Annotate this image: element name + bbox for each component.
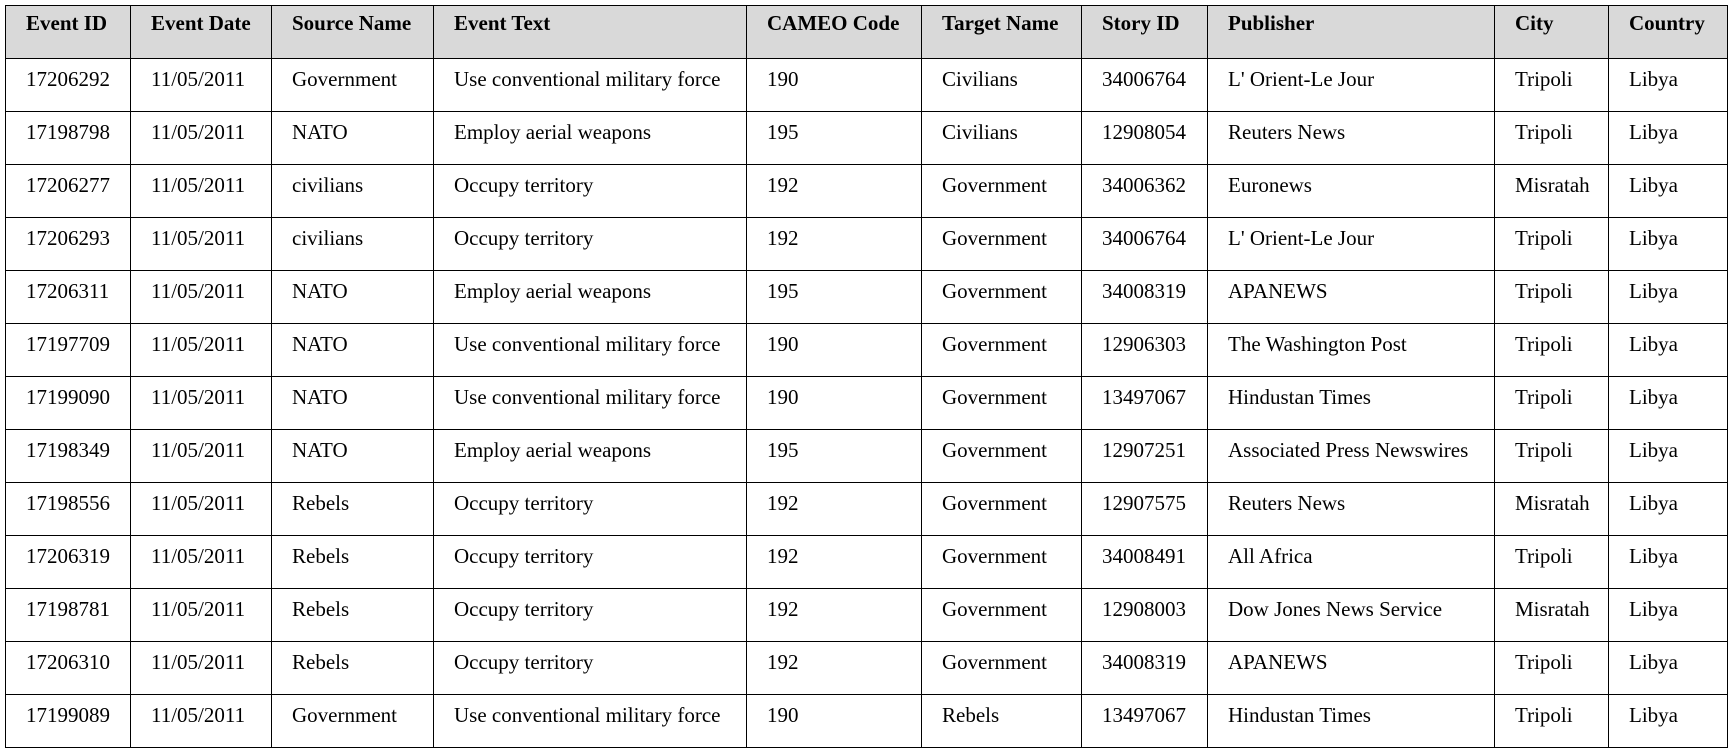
cell-country: Libya — [1609, 324, 1728, 377]
cell-event-text: Occupy territory — [434, 536, 747, 589]
cell-story-id: 12908054 — [1082, 112, 1208, 165]
cell-story-id: 12907575 — [1082, 483, 1208, 536]
cell-city: Tripoli — [1495, 59, 1609, 112]
column-header-country: Country — [1609, 6, 1728, 59]
cell-city: Tripoli — [1495, 112, 1609, 165]
cell-event-id: 17199090 — [6, 377, 131, 430]
cell-event-date: 11/05/2011 — [131, 112, 272, 165]
cell-story-id: 13497067 — [1082, 695, 1208, 748]
cell-story-id: 12907251 — [1082, 430, 1208, 483]
cell-event-id: 17206293 — [6, 218, 131, 271]
cell-source-name: civilians — [272, 165, 434, 218]
cell-event-date: 11/05/2011 — [131, 59, 272, 112]
cell-country: Libya — [1609, 642, 1728, 695]
column-header-publisher: Publisher — [1208, 6, 1495, 59]
cell-target-name: Government — [922, 324, 1082, 377]
cell-target-name: Government — [922, 536, 1082, 589]
cell-country: Libya — [1609, 430, 1728, 483]
cell-event-id: 17197709 — [6, 324, 131, 377]
cell-source-name: Rebels — [272, 483, 434, 536]
cell-event-date: 11/05/2011 — [131, 642, 272, 695]
cell-publisher: APANEWS — [1208, 642, 1495, 695]
cell-event-text: Use conventional military force — [434, 59, 747, 112]
cell-source-name: NATO — [272, 324, 434, 377]
cell-target-name: Civilians — [922, 112, 1082, 165]
cell-country: Libya — [1609, 589, 1728, 642]
cell-target-name: Government — [922, 483, 1082, 536]
cell-publisher: Hindustan Times — [1208, 695, 1495, 748]
cell-publisher: Reuters News — [1208, 112, 1495, 165]
cell-event-date: 11/05/2011 — [131, 377, 272, 430]
cell-event-id: 17206310 — [6, 642, 131, 695]
cell-source-name: NATO — [272, 377, 434, 430]
table-row — [6, 695, 1728, 748]
cell-story-id: 34008319 — [1082, 642, 1208, 695]
table-row — [6, 165, 1728, 218]
column-header-event-id: Event ID — [6, 6, 131, 59]
cell-cameo-code: 190 — [747, 695, 922, 748]
cell-city: Misratah — [1495, 483, 1609, 536]
cell-event-id: 17206292 — [6, 59, 131, 112]
cell-city: Tripoli — [1495, 271, 1609, 324]
cell-cameo-code: 192 — [747, 642, 922, 695]
cell-source-name: NATO — [272, 271, 434, 324]
cell-event-date: 11/05/2011 — [131, 430, 272, 483]
cell-country: Libya — [1609, 377, 1728, 430]
table-row — [6, 536, 1728, 589]
cell-publisher: The Washington Post — [1208, 324, 1495, 377]
cell-event-date: 11/05/2011 — [131, 324, 272, 377]
table-row — [6, 324, 1728, 377]
cell-cameo-code: 192 — [747, 483, 922, 536]
cell-target-name: Government — [922, 218, 1082, 271]
cell-publisher: L' Orient-Le Jour — [1208, 59, 1495, 112]
cell-country: Libya — [1609, 59, 1728, 112]
cell-story-id: 34008319 — [1082, 271, 1208, 324]
cell-target-name: Government — [922, 589, 1082, 642]
cell-event-text: Occupy territory — [434, 218, 747, 271]
cell-story-id: 34006764 — [1082, 218, 1208, 271]
cell-cameo-code: 195 — [747, 112, 922, 165]
cell-event-date: 11/05/2011 — [131, 483, 272, 536]
column-header-source-name: Source Name — [272, 6, 434, 59]
cell-cameo-code: 195 — [747, 271, 922, 324]
column-header-city: City — [1495, 6, 1609, 59]
cell-source-name: Rebels — [272, 642, 434, 695]
cell-cameo-code: 190 — [747, 324, 922, 377]
cell-story-id: 12908003 — [1082, 589, 1208, 642]
cell-event-id: 17206311 — [6, 271, 131, 324]
table-header-row — [6, 6, 1728, 59]
cell-event-id: 17198556 — [6, 483, 131, 536]
cell-event-id: 17199089 — [6, 695, 131, 748]
table-row — [6, 59, 1728, 112]
cell-city: Tripoli — [1495, 324, 1609, 377]
cell-cameo-code: 192 — [747, 536, 922, 589]
column-header-event-date: Event Date — [131, 6, 272, 59]
cell-city: Tripoli — [1495, 430, 1609, 483]
cell-event-id: 17198349 — [6, 430, 131, 483]
cell-publisher: All Africa — [1208, 536, 1495, 589]
table-row — [6, 589, 1728, 642]
cell-source-name: NATO — [272, 430, 434, 483]
cell-country: Libya — [1609, 695, 1728, 748]
cell-target-name: Rebels — [922, 695, 1082, 748]
cell-event-text: Use conventional military force — [434, 695, 747, 748]
table-row — [6, 430, 1728, 483]
cell-event-id: 17198781 — [6, 589, 131, 642]
cell-event-date: 11/05/2011 — [131, 589, 272, 642]
cell-event-date: 11/05/2011 — [131, 271, 272, 324]
cell-event-id: 17198798 — [6, 112, 131, 165]
cell-event-text: Occupy territory — [434, 165, 747, 218]
cell-city: Tripoli — [1495, 695, 1609, 748]
cell-country: Libya — [1609, 483, 1728, 536]
cell-event-text: Occupy territory — [434, 589, 747, 642]
cell-city: Misratah — [1495, 589, 1609, 642]
cell-source-name: Rebels — [272, 536, 434, 589]
cell-source-name: Rebels — [272, 589, 434, 642]
cell-city: Tripoli — [1495, 218, 1609, 271]
cell-target-name: Government — [922, 377, 1082, 430]
cell-story-id: 34006764 — [1082, 59, 1208, 112]
cell-city: Tripoli — [1495, 536, 1609, 589]
cell-source-name: Government — [272, 695, 434, 748]
cell-source-name: NATO — [272, 112, 434, 165]
table-row — [6, 642, 1728, 695]
cell-source-name: Government — [272, 59, 434, 112]
cell-country: Libya — [1609, 271, 1728, 324]
cell-event-text: Employ aerial weapons — [434, 430, 747, 483]
table-row — [6, 112, 1728, 165]
cell-event-text: Occupy territory — [434, 642, 747, 695]
cell-event-date: 11/05/2011 — [131, 165, 272, 218]
column-header-target-name: Target Name — [922, 6, 1082, 59]
cell-target-name: Government — [922, 642, 1082, 695]
cell-publisher: Dow Jones News Service — [1208, 589, 1495, 642]
cell-publisher: Euronews — [1208, 165, 1495, 218]
table-row — [6, 483, 1728, 536]
cell-cameo-code: 192 — [747, 589, 922, 642]
cell-event-text: Use conventional military force — [434, 324, 747, 377]
cell-event-text: Occupy territory — [434, 483, 747, 536]
cell-target-name: Civilians — [922, 59, 1082, 112]
cell-country: Libya — [1609, 112, 1728, 165]
cell-city: Misratah — [1495, 165, 1609, 218]
cell-cameo-code: 190 — [747, 377, 922, 430]
cell-story-id: 34008491 — [1082, 536, 1208, 589]
cell-story-id: 12906303 — [1082, 324, 1208, 377]
cell-event-id: 17206277 — [6, 165, 131, 218]
cell-source-name: civilians — [272, 218, 434, 271]
cell-event-date: 11/05/2011 — [131, 218, 272, 271]
cell-event-text: Employ aerial weapons — [434, 112, 747, 165]
cell-target-name: Government — [922, 430, 1082, 483]
table-row — [6, 271, 1728, 324]
cell-event-date: 11/05/2011 — [131, 536, 272, 589]
cell-city: Tripoli — [1495, 642, 1609, 695]
cell-country: Libya — [1609, 536, 1728, 589]
cell-event-text: Employ aerial weapons — [434, 271, 747, 324]
table-row — [6, 377, 1728, 430]
cell-publisher: Reuters News — [1208, 483, 1495, 536]
cell-publisher: L' Orient-Le Jour — [1208, 218, 1495, 271]
cell-city: Tripoli — [1495, 377, 1609, 430]
cell-country: Libya — [1609, 218, 1728, 271]
column-header-cameo-code: CAMEO Code — [747, 6, 922, 59]
cell-publisher: APANEWS — [1208, 271, 1495, 324]
events-table — [5, 5, 1728, 748]
cell-story-id: 34006362 — [1082, 165, 1208, 218]
cell-cameo-code: 195 — [747, 430, 922, 483]
cell-publisher: Associated Press Newswires — [1208, 430, 1495, 483]
cell-story-id: 13497067 — [1082, 377, 1208, 430]
events-table-container — [5, 5, 1728, 748]
column-header-event-text: Event Text — [434, 6, 747, 59]
cell-event-text: Use conventional military force — [434, 377, 747, 430]
cell-target-name: Government — [922, 271, 1082, 324]
cell-country: Libya — [1609, 165, 1728, 218]
cell-publisher: Hindustan Times — [1208, 377, 1495, 430]
cell-cameo-code: 192 — [747, 218, 922, 271]
cell-event-date: 11/05/2011 — [131, 695, 272, 748]
cell-target-name: Government — [922, 165, 1082, 218]
column-header-story-id: Story ID — [1082, 6, 1208, 59]
table-row — [6, 218, 1728, 271]
cell-cameo-code: 192 — [747, 165, 922, 218]
cell-event-id: 17206319 — [6, 536, 131, 589]
table-body — [6, 59, 1728, 748]
cell-cameo-code: 190 — [747, 59, 922, 112]
